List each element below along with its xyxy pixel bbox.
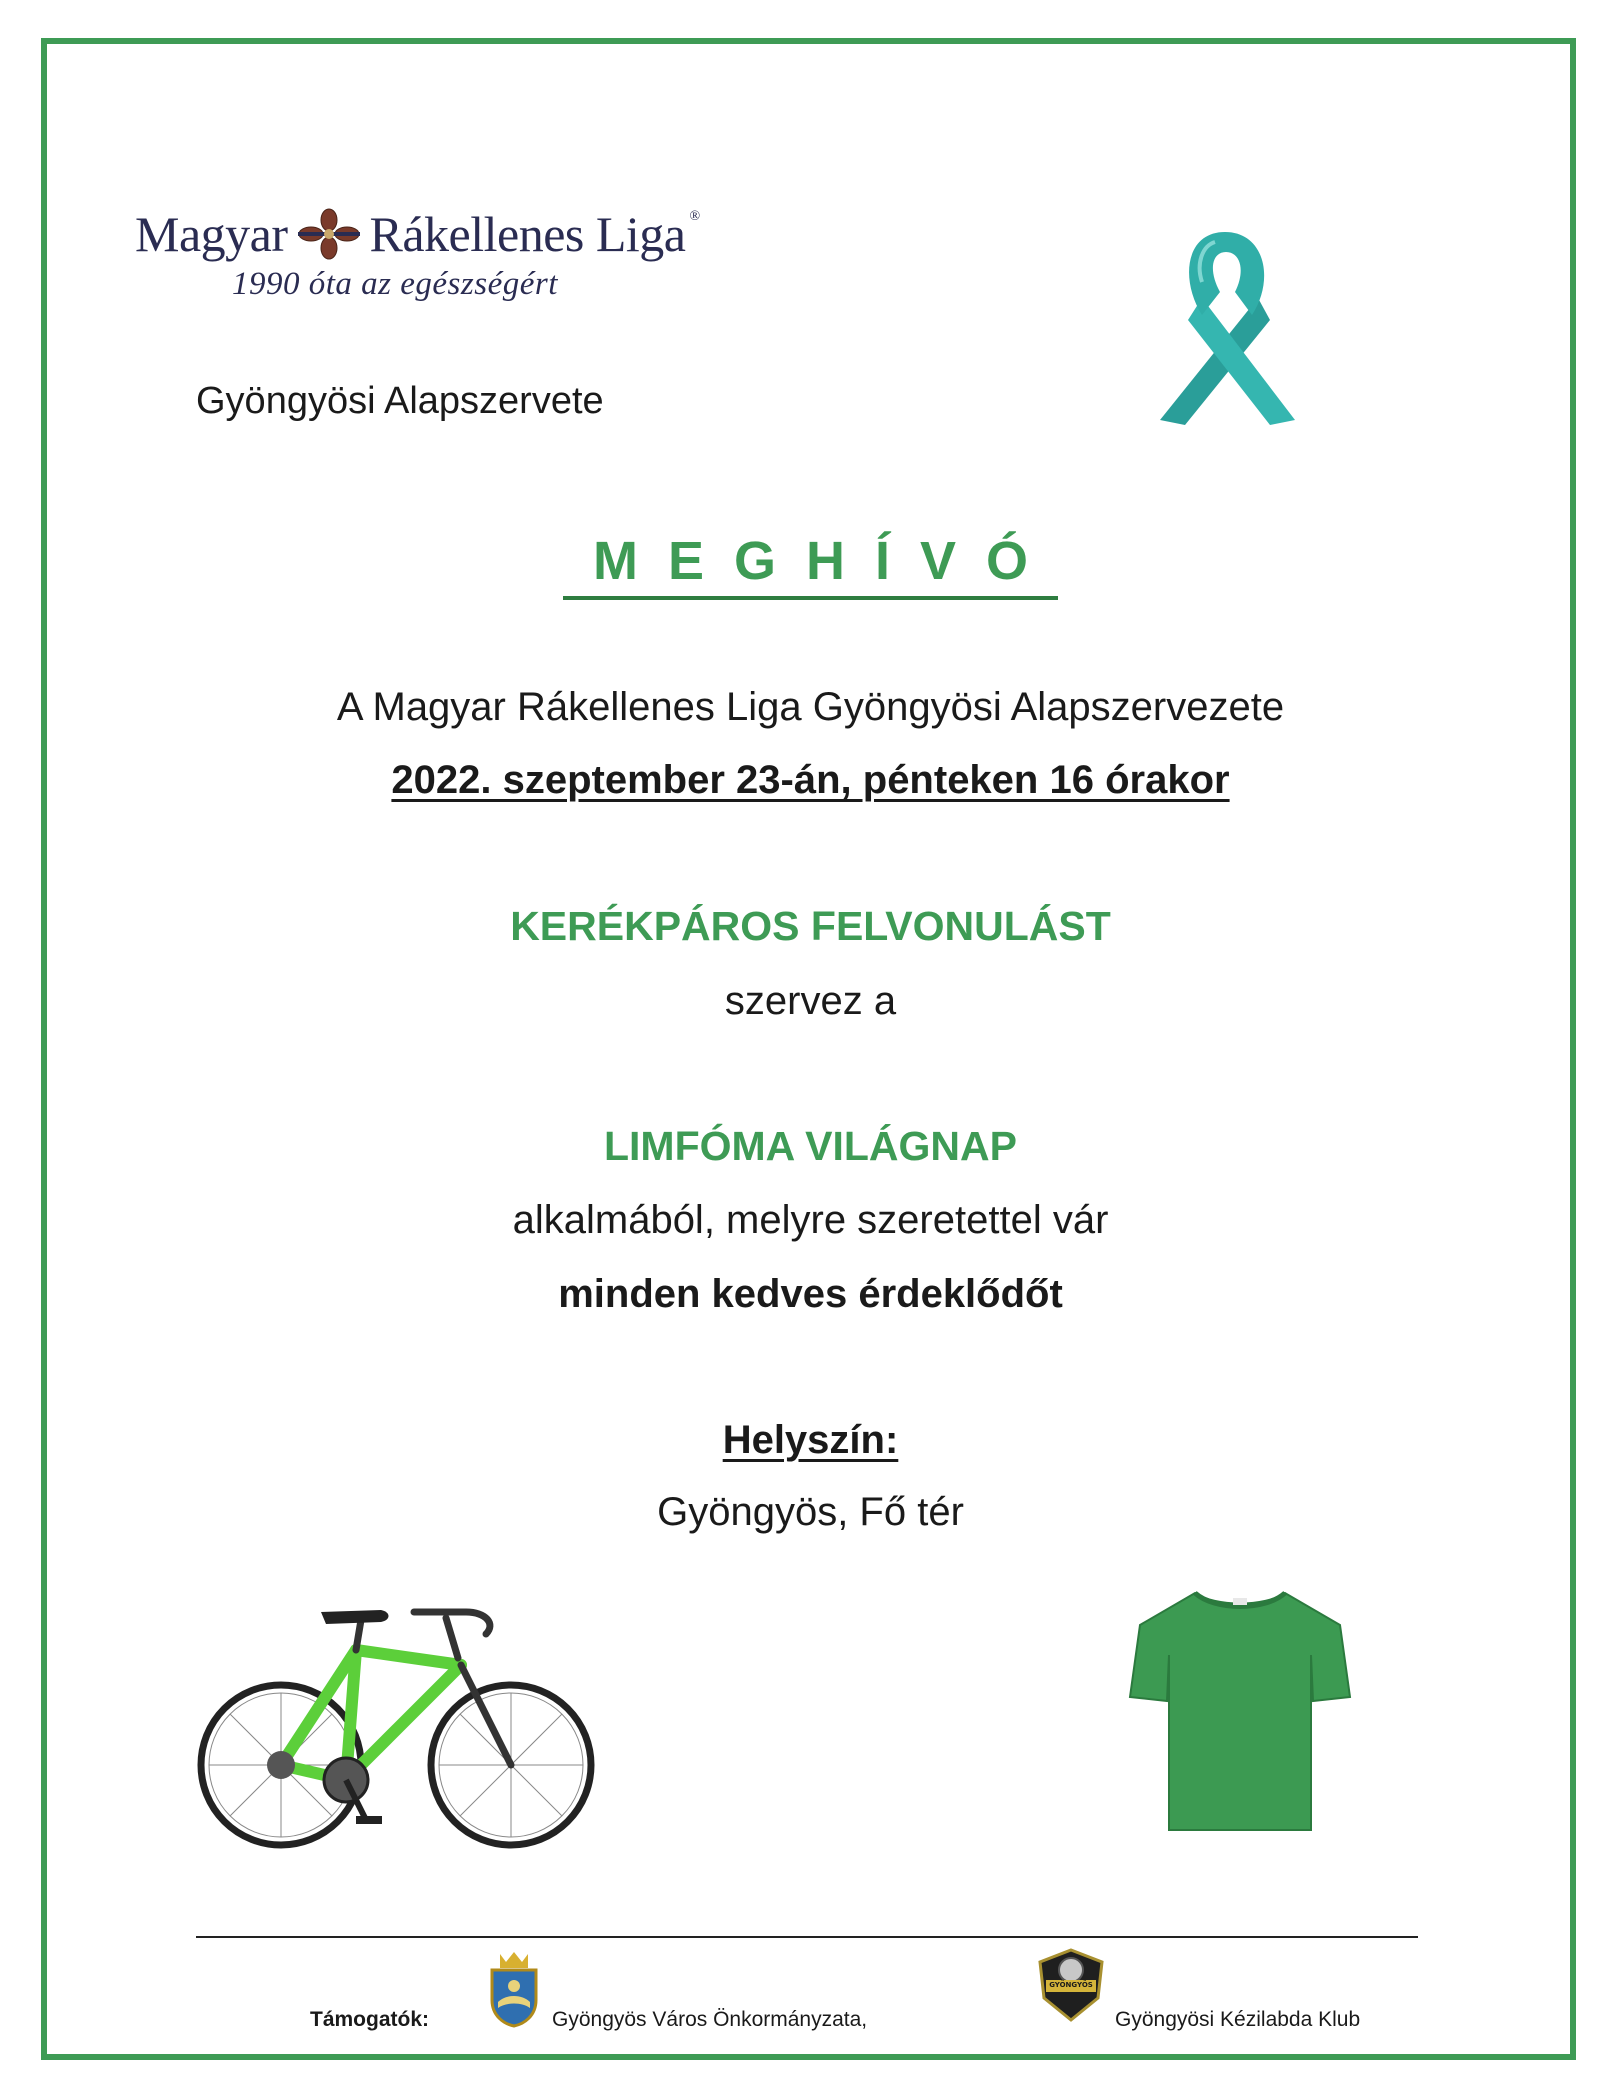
tshirt-icon [1125, 1585, 1355, 1835]
sponsors-label: Támogatók: [310, 2008, 430, 2031]
bicycle-icon [196, 1590, 596, 1860]
logo-trademark: ® [689, 209, 700, 224]
location-value: Gyöngyös, Fő tér [657, 1490, 964, 1534]
welcome-line: alkalmából, melyre szeretettel vár [512, 1198, 1109, 1242]
handball-club-logo-icon [1036, 1948, 1106, 2022]
sponsor-club: Gyöngyösi Kézilabda Klub [1115, 2008, 1361, 2031]
invitation-title: MEGHÍVÓ [0, 530, 1621, 600]
branch-name: Gyöngyösi Alapszervete [196, 380, 604, 422]
coat-of-arms-icon [486, 1948, 542, 2028]
liga-logo [135, 205, 700, 263]
event-name: KERÉKPÁROS FELVONULÁST [510, 903, 1111, 949]
footer-divider [196, 1936, 1418, 1938]
logo-name-left: Magyar [135, 206, 288, 262]
organizer-line: A Magyar Rákellenes Liga Gyöngyösi Alapszervezete [336, 685, 1285, 729]
sponsor-city: Gyöngyös Város Önkormányzata, [552, 2008, 868, 2031]
logo-name-right: Rákellenes Liga [369, 206, 686, 262]
liga-cross-icon [298, 207, 360, 261]
audience-line: minden kedves érdeklődőt [558, 1272, 1063, 1316]
event-date: 2022. szeptember 23-án, pénteken 16 órakor [391, 758, 1230, 802]
awareness-ribbon-icon [1140, 220, 1315, 430]
location-label: Helyszín: [722, 1418, 899, 1462]
occasion-name: LIMFÓMA VILÁGNAP [603, 1123, 1017, 1169]
organizes-line: szervez a [724, 979, 897, 1023]
club-logo-text: GYÖNGYÖS [1049, 1981, 1093, 1989]
logo-tagline: 1990 óta az egészségért [232, 266, 558, 302]
